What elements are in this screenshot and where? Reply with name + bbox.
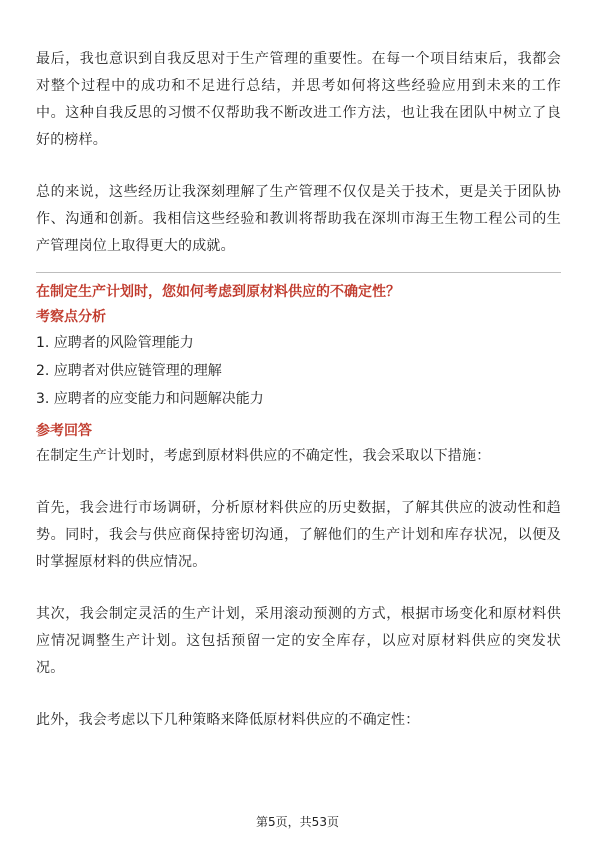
question-heading: 在制定生产计划时，您如何考虑到原材料供应的不确定性？ xyxy=(36,284,400,300)
paragraph-summary: 总的来说，这些经历让我深刻理解了生产管理不仅仅是关于技术，更是关于团队协作、沟通和创新。我相信这些经验和教训将帮助我在深圳市海王生物工程公司的生产管理岗位上取得更大的成就。 xyxy=(36,184,561,254)
analysis-title: 考察点分析 xyxy=(36,309,106,325)
answer-paragraph-second: 其次，我会制定灵活的生产计划，采用滚动预测的方式，根据市场变化和原材料供应情况调整生产计划。这包括预留一定的安全库存，以应对原材料供应的突发状况。 xyxy=(36,606,561,676)
analysis-item-2: 2. 应聘者对供应链管理的理解 xyxy=(36,363,222,379)
document-page xyxy=(36,46,561,734)
page-number-footer: 第5页，共53页 xyxy=(256,815,339,829)
analysis-item-1: 1. 应聘者的风险管理能力 xyxy=(36,335,194,351)
answer-title: 参考回答 xyxy=(36,423,92,439)
analysis-item-3: 3. 应聘者的应变能力和问题解决能力 xyxy=(36,391,264,407)
section-divider xyxy=(36,272,561,273)
paragraph-reflection: 最后，我也意识到自我反思对于生产管理的重要性。在每一个项目结束后，我都会对整个过程中的成功和不足进行总结，并思考如何将这些经验应用到未来的工作中。这种自我反思的习惯不仅帮助我不断改进工作方法，也让我在团队中树立了良好的榜样。 xyxy=(36,51,561,148)
answer-paragraph-third: 此外，我会考虑以下几种策略来降低原材料供应的不确定性： xyxy=(36,712,420,728)
answer-paragraph-first: 首先，我会进行市场调研，分析原材料供应的历史数据，了解其供应的波动性和趋势。同时，我会与供应商保持密切沟通，了解他们的生产计划和库存状况，以便及时掌握原材料的供应情况。 xyxy=(36,500,561,570)
answer-intro: 在制定生产计划时，考虑到原材料供应的不确定性，我会采取以下措施： xyxy=(36,448,491,464)
